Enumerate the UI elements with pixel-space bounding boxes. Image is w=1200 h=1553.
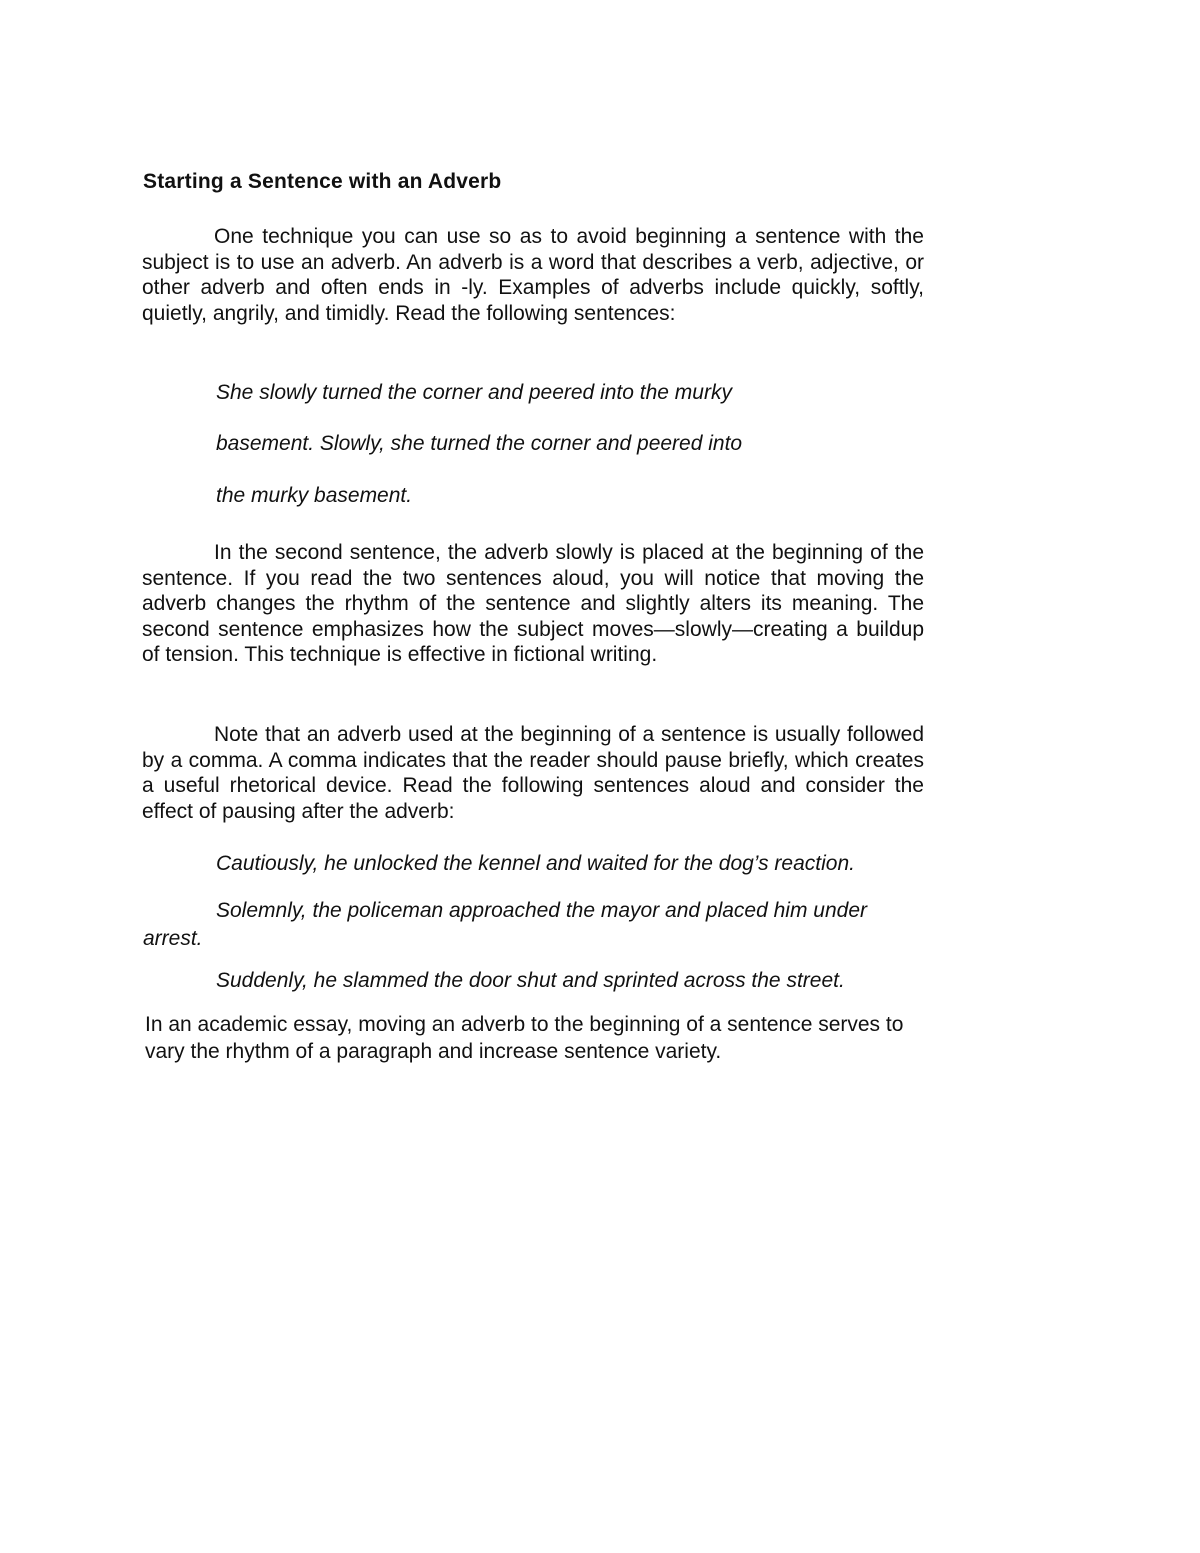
page-title: Starting a Sentence with an Adverb <box>143 170 502 193</box>
paragraph-explanation: In the second sentence, the adverb slowly is placed at the beginning of the sentence. If you read the two sentences aloud, you will notice that moving the adverb changes the rhythm of the sentence and slightly alters its meaning. The second sentence emphasizes how the subject moves—slowly—creating a buildup of tension. This technique is effective in fictional writing. <box>142 541 924 667</box>
paragraph-comma-note: Note that an adverb used at the beginning of a sentence is usually followed by a comma. A comma indicates that the reader should pause briefly, which creates a useful rhetorical device. Read the following sentences aloud and consider the effect of pausing after the adverb: <box>142 723 924 823</box>
paragraph-intro: One technique you can use so as to avoid beginning a sentence with the subject is to use an adverb. An adverb is a word that describes a verb, adjective, or other adverb and often ends in -ly. Examples of adverbs include quickly, softly, quietly, angrily, and timidly. Read the following sentences: <box>142 225 924 325</box>
example-sentence-1-line-1: She slowly turned the corner and peered into the murky <box>216 381 732 404</box>
example-sentence-1-line-2: basement. Slowly, she turned the corner and peered into <box>216 432 743 455</box>
example-sentence-1-line-3: the murky basement. <box>216 484 413 507</box>
example-sentence-suddenly: Suddenly, he slammed the door shut and sprinted across the street. <box>216 969 845 992</box>
example-sentence-cautiously: Cautiously, he unlocked the kennel and waited for the dog’s reaction. <box>216 852 855 875</box>
paragraph-closing: In an academic essay, moving an adverb to the beginning of a sentence serves to vary the rhythm of a paragraph and increase sentence variety. <box>145 1013 904 1063</box>
example-sentence-solemnly: Solemnly, the policeman approached the mayor and placed him under arrest. <box>143 899 867 950</box>
